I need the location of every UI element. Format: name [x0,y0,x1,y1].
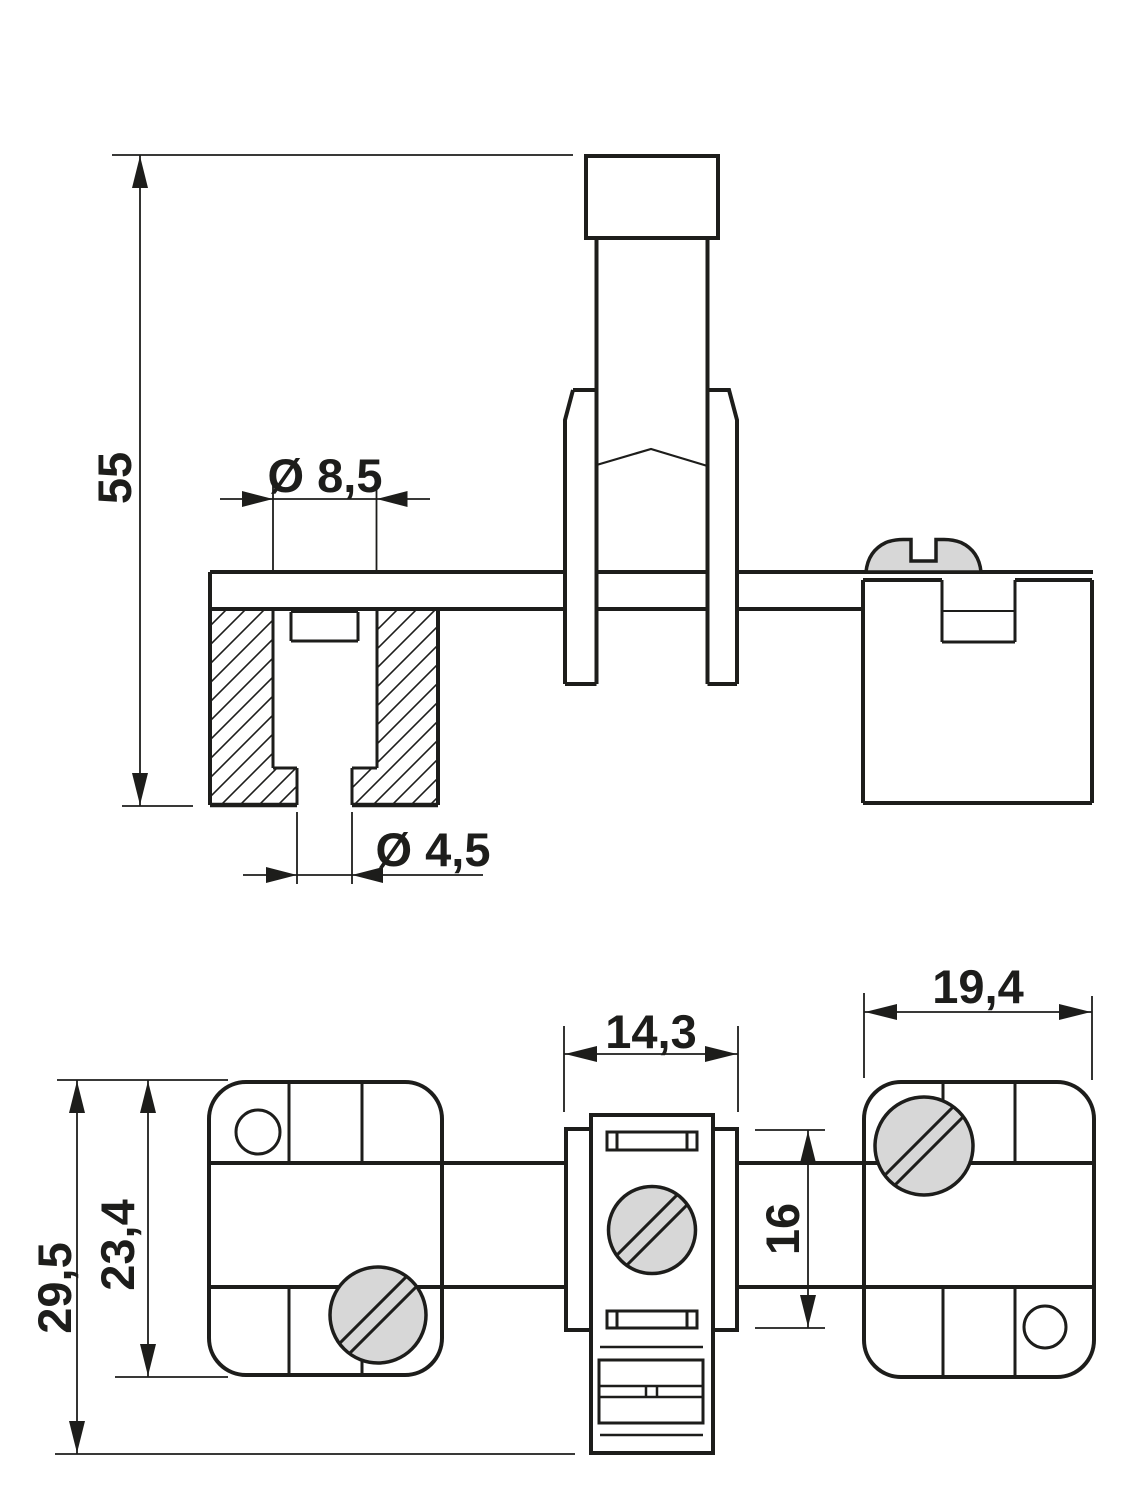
screw-top-icon [330,1267,426,1363]
arrowhead-right-icon [266,867,297,883]
arrowhead-down-icon [800,1295,816,1327]
screw-head-side-icon [866,540,981,573]
arrowhead-right-icon [1059,1004,1091,1020]
pad-hole-icon [236,1110,280,1154]
hatched-block [210,609,438,805]
dim-label-16: 16 [756,1202,809,1256]
dim-label-234: 23,4 [91,1199,144,1291]
clamp-right-leg [708,390,738,684]
block-outline [863,580,1092,803]
dim-label-194: 19,4 [932,960,1024,1013]
clamp-left-flange [566,1129,591,1330]
clamp-top-view [566,1115,737,1453]
arrowhead-left-icon [865,1004,897,1020]
arrowhead-up-icon [140,1081,156,1113]
arrowhead-up-icon [800,1131,816,1163]
pad-hole-icon [1024,1306,1066,1348]
arrowhead-up-icon [132,156,148,188]
clamp-side-view [565,156,737,684]
arrowhead-down-icon [140,1344,156,1376]
clamp-right-flange [713,1129,737,1330]
dim-label-55: 55 [88,451,141,505]
busbar-plate-side [210,572,1093,609]
arrowhead-down-icon [69,1421,85,1453]
arrowhead-down-icon [132,773,148,805]
dim-label-d85: Ø 8,5 [267,449,383,502]
screw-top-icon [875,1097,973,1195]
right-block-side [863,580,1092,803]
clamp-left-leg [565,390,597,684]
through-hole-walls [297,768,352,805]
dim-label-143: 14,3 [605,1005,697,1058]
dim-label-d45: Ø 4,5 [375,823,491,876]
bore-walls [273,609,377,768]
counterbore [291,612,358,641]
left-pad [209,1082,442,1375]
front-view [112,155,1093,884]
clamp-chevron [597,449,708,466]
dim-label-295: 29,5 [28,1242,81,1334]
hatch-fill [210,609,438,805]
arrowhead-up-icon [69,1081,85,1113]
right-pad [864,1082,1094,1377]
top-view [55,993,1094,1454]
screw-top-icon [609,1187,696,1274]
clamp-cap [586,156,718,238]
arrowhead-left-icon [565,1046,597,1062]
clamp-body [591,1115,713,1453]
arrowhead-right-icon [705,1046,737,1062]
